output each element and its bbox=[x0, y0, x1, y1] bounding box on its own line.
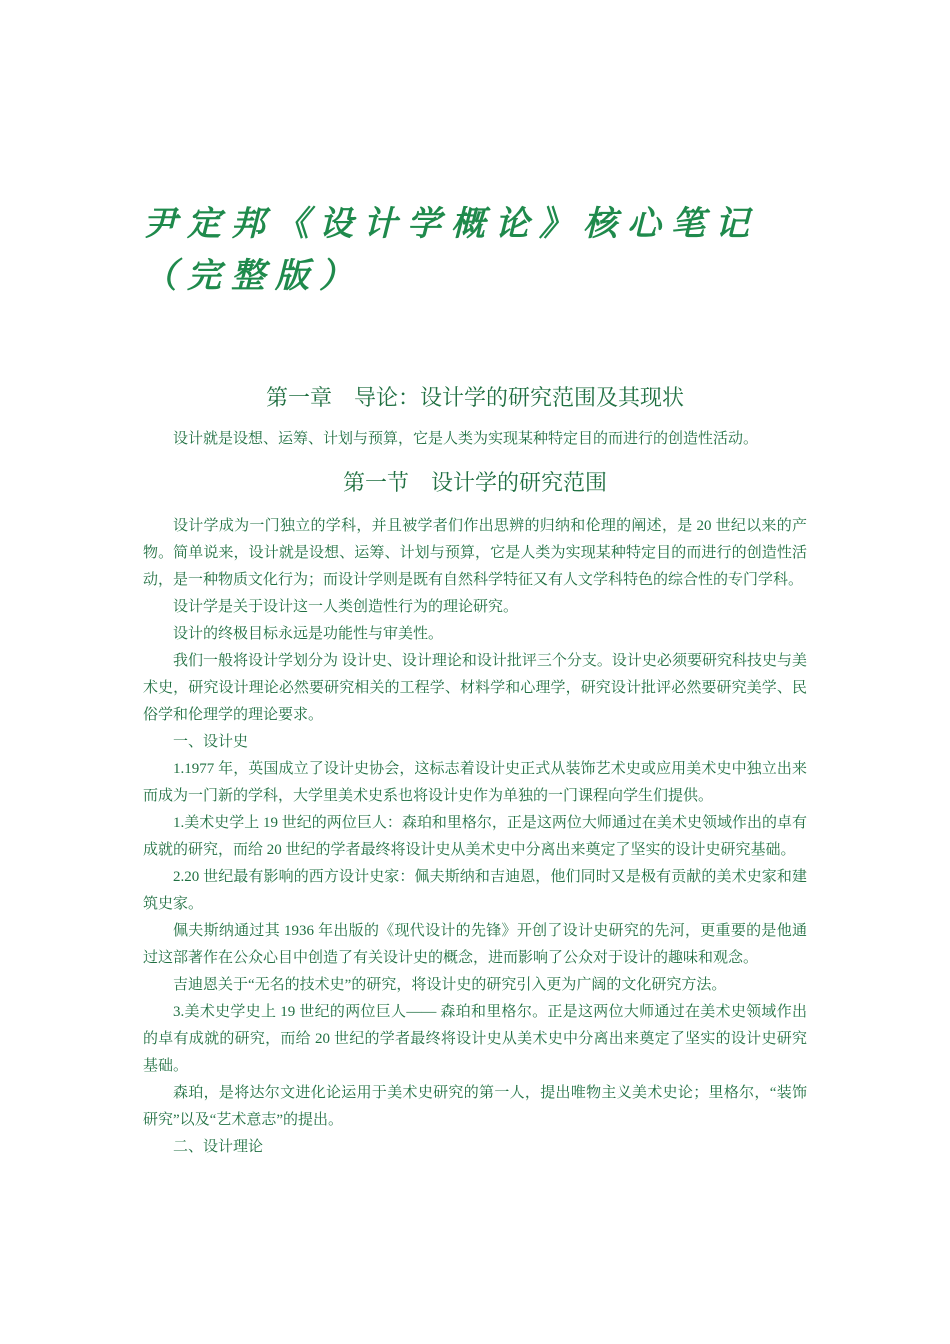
body-paragraph: 1.美术史学上 19 世纪的两位巨人：森珀和里格尔，正是这两位大师通过在美术史领域作出的卓有成就的研究，而给 20 世纪的学者最终将设计史从美术史中分离出来奠定了坚实的设计史研究基础。 bbox=[143, 815, 807, 858]
section-heading: 第一节 设计学的研究范围 bbox=[342, 470, 607, 495]
document-title: 尹定邦《设计学概论》核心笔记（完整版） bbox=[143, 204, 759, 296]
body-paragraph: 佩夫斯纳通过其 1936 年出版的《现代设计的先锋》开创了设计史研究的先河，更重要的是他通过这部著作在公众心目中创造了有关设计史的概念，进而影响了公众对于设计的趣味和观念。 bbox=[143, 923, 807, 966]
body-paragraph: 森珀，是将达尔文进化论运用于美术史研究的第一人，提出唯物主义美术史论；里格尔，“装饰研究”以及“艺术意志”的提出。 bbox=[143, 1085, 807, 1128]
body-paragraph: 设计学成为一门独立的学科，并且被学者们作出思辨的归纳和伦理的阐述，是 20 世纪以来的产物。简单说来，设计就是设想、运筹、计划与预算，它是人类为实现某种特定目的而进行的创造性活动，是一种物质文化行为；而设计学则是既有自然科学特征又有人文学科特色的综合性的专门学科。 bbox=[143, 518, 807, 588]
body-paragraph: 设计的终极目标永远是功能性与审美性。 bbox=[173, 626, 444, 642]
body-paragraph: 3.美术史学史上 19 世纪的两位巨人—— 森珀和里格尔。正是这两位大师通过在美术史领域作出的卓有成就的研究，而给 20 世纪的学者最终将设计史从美术史中分离出来奠定了坚实的设计史研究基础。 bbox=[143, 1004, 807, 1074]
document-body bbox=[143, 378, 807, 1161]
chapter-intro-paragraph: 设计就是设想、运筹、计划与预算，它是人类为实现某种特定目的而进行的创造性活动。 bbox=[173, 431, 759, 447]
body-paragraph: 2.20 世纪最有影响的西方设计史家：佩夫斯纳和吉迪恩，他们同时又是极有贡献的美术史家和建筑史家。 bbox=[143, 869, 807, 912]
body-paragraph: 设计学是关于设计这一人类创造性行为的理论研究。 bbox=[173, 599, 519, 615]
body-paragraph: 吉迪恩关于“无名的技术史”的研究，将设计史的研究引入更为广阔的文化研究方法。 bbox=[173, 977, 727, 993]
body-paragraph: 我们一般将设计学划分为 设计史、设计理论和设计批评三个分支。设计史必须要研究科技史与美术史，研究设计理论必然要研究相关的工程学、材料学和心理学，研究设计批评必然要研究美学、民俗学和伦理学的理论要求。 bbox=[143, 653, 807, 723]
chapter-heading: 第一章 导论：设计学的研究范围及其现状 bbox=[265, 385, 684, 410]
subheading-design-history: 一、设计史 bbox=[173, 734, 249, 750]
subheading-design-theory: 二、设计理论 bbox=[173, 1139, 264, 1155]
body-paragraph: 1.1977 年，英国成立了设计史协会，这标志着设计史正式从装饰艺术史或应用美术史中独立出来而成为一门新的学科，大学里美术史系也将设计史作为单独的一门课程向学生们提供。 bbox=[143, 761, 807, 804]
